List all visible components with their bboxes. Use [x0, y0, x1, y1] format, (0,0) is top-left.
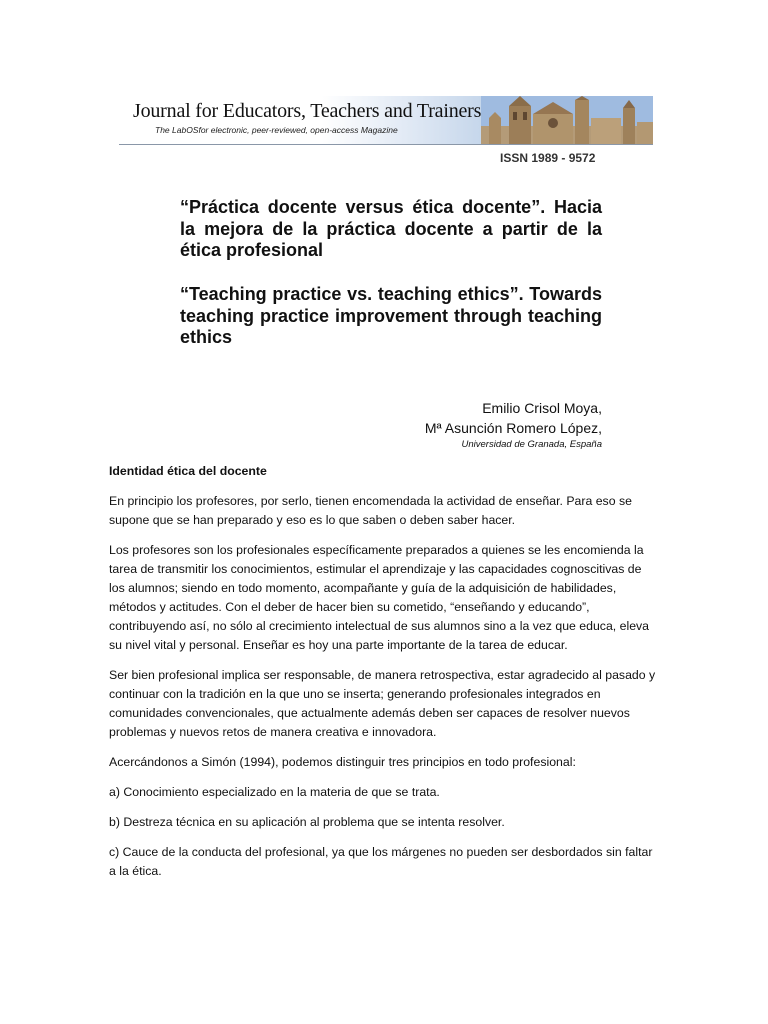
author-block: [425, 398, 602, 452]
article-title-spanish: “Práctica docente versus ética docente”. Hacia la mejora de la práctica docente a partir de la ética profesional: [180, 197, 602, 260]
cathedral-photo: [481, 96, 653, 144]
journal-title: Journal for Educators, Teachers and Trainers: [133, 100, 482, 122]
list-item: b) Destreza técnica en su aplicación al problema que se intenta resolver.: [109, 815, 505, 829]
list-item: c) Cauce de la conducta del profesional, ya que los márgenes no pueden ser desbordados sin faltar a la ética.: [109, 845, 653, 878]
list-item: a) Conocimiento especializado en la materia de que se trata.: [109, 785, 440, 799]
author-name: Mª Asunción Romero López,: [424, 420, 602, 436]
journal-subtitle: The LabOSfor electronic, peer-reviewed, open-access Magazine: [155, 125, 398, 135]
body-text: [109, 462, 657, 892]
paragraph: En principio los profesores, por serlo, tienen encomendada la actividad de enseñar. Para eso se supone que se han preparado y eso es lo que saben o deben saber hacer.: [109, 494, 632, 527]
issn-label: ISSN 1989 - 9572: [500, 151, 596, 165]
author-name: Emilio Crisol Moya,: [482, 400, 602, 416]
author-affiliation: Universidad de Granada, España: [461, 439, 602, 450]
article-title-english: “Teaching practice vs. teaching ethics”. Towards teaching practice improvement through teaching ethics: [180, 284, 602, 347]
journal-banner: [119, 96, 653, 145]
section-heading: Identidad ética del docente: [109, 464, 267, 478]
paragraph: Ser bien profesional implica ser responsable, de manera retrospectiva, estar agradecido al pasado y continuar con la tradición en la que uno se inserta; generando profesionales integrados en comunidades convencionales, que actualmente además deben ser capaces de resolver nuevos problemas y nuevos retos de manera creativa e innovadora.: [109, 668, 656, 739]
paragraph: Los profesores son los profesionales específicamente preparados a quienes se les encomienda la tarea de transmitir los conocimientos, estimular el aprendizaje y las capacidades cognoscitivas de los alumnos; siendo en todo momento, acompañante y guía de la adquisición de habilidades, métodos y actitudes. Con el deber de hacer bien su cometido, “enseñando y educando”, contribuyendo así, no sólo al crecimiento intelectual de sus alumnos sino a la vez que educa, eleva su nivel vital y personal. Enseñar es hoy una parte importante de la tarea de educar.: [109, 543, 650, 652]
paragraph: Acercándonos a Simón (1994), podemos distinguir tres principios en todo profesional:: [109, 755, 576, 769]
